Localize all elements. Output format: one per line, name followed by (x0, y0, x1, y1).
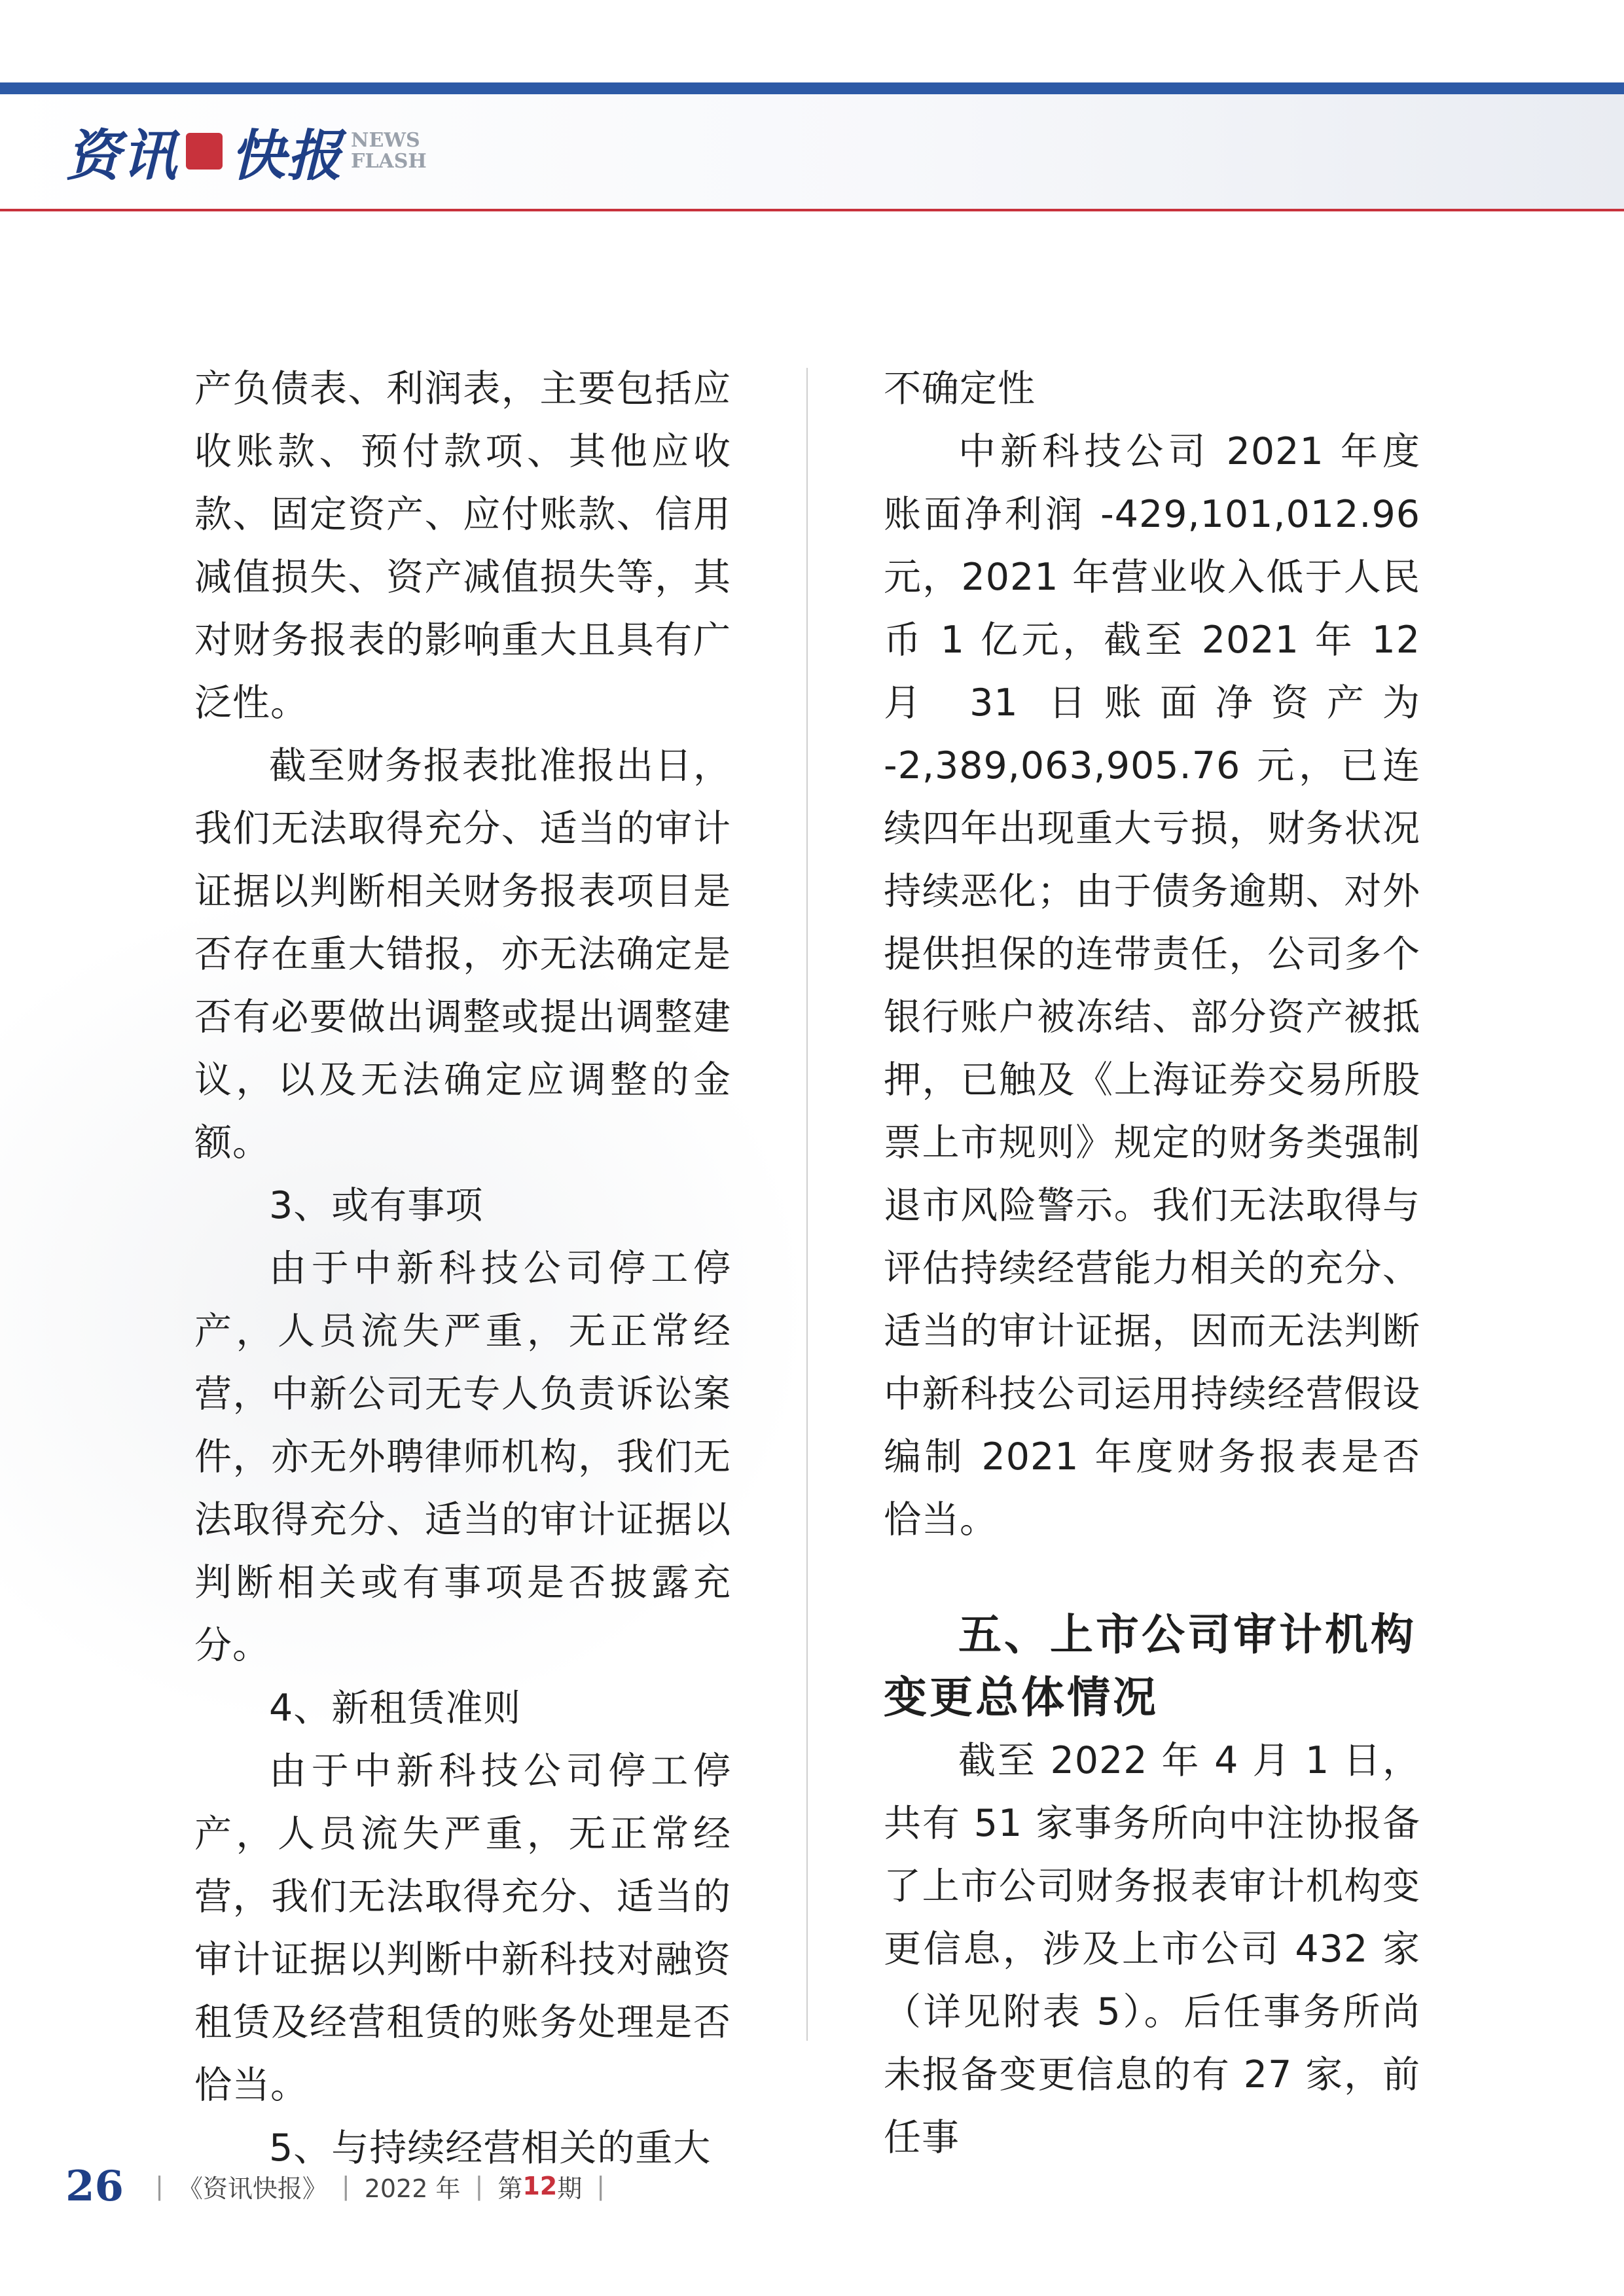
brand-english (351, 130, 427, 172)
footer-separator: | (596, 2172, 605, 2200)
subheading: 4、新租赁准则 (269, 1687, 522, 1730)
footer-separator: | (155, 2172, 164, 2200)
issue-suffix: 期 (557, 2174, 583, 2203)
subheading: 3、或有事项 (269, 1184, 484, 1227)
header-top-bar (0, 82, 1624, 94)
paragraph: 中新科技公司 2021 年度账面净利润 -429,101,012.96 元，2021 年营业收入低于人民币 1 亿元，截至 2021 年 12 月 31 日账面净资产为 -2,389,063,905.76 元，已连续四年出现重大亏损，财务状况持续恶化；由于债务逾期、对外提供担保的连带责任，公司多个银行账户被冻结、部分资产被抵押，已触及《上海证券交易所股票上市规则》规定的财务类强制退市风险警示。我们无法取得与评估持续经营能力相关的充分、适当的审计证据，因而无法判断中新科技公司运用持续经营假设编制 2021 年度财务报表是否恰当。 (884, 430, 1420, 1541)
paragraph: 不确定性 (884, 367, 1036, 410)
page-number: 26 (65, 2161, 124, 2211)
header-rule (0, 209, 1624, 211)
brand-logo (65, 115, 427, 187)
brand-title-part1: 资讯 (65, 122, 179, 188)
seal-icon (186, 133, 223, 170)
brand-english-line2: FLASH (351, 150, 427, 173)
subheading: 5、与持续经营相关的重大 (269, 2126, 712, 2170)
column-divider (806, 368, 808, 2041)
paragraph: 由于中新科技公司停工停产，人员流失严重，无正常经营，中新公司无专人负责诉讼案件，亦无外聘律师机构，我们无法取得充分、适当的审计证据以判断相关或有事项是否披露充分。 (194, 1247, 731, 1667)
section-heading: 五、上市公司审计机构变更总体情况 (884, 1609, 1416, 1723)
right-column (884, 357, 1420, 2169)
paragraph: 由于中新科技公司停工停产，人员流失严重，无正常经营，我们无法取得充分、适当的审计证据以判断中新科技对融资租赁及经营租赁的账务处理是否恰当。 (194, 1749, 731, 2107)
paragraph: 截至 2022 年 4 月 1 日，共有 51 家事务所向中注协报备了上市公司财务报表审计机构变更信息，涉及上市公司 432 家（详见附表 5）。后任事务所尚未报备变更信息的有 27 家，前任事 (884, 1739, 1420, 2159)
footer-separator: | (475, 2172, 484, 2200)
brand-title-part2: 快报 (230, 122, 344, 188)
brand-english-line1: NEWS (351, 129, 420, 152)
paragraph: 产负债表、利润表，主要包括应收账款、预付款项、其他应收款、固定资产、应付账款、信用减值损失、资产减值损失等，其对财务报表的影响重大且具有广泛性。 (194, 367, 731, 725)
page-footer (65, 2160, 619, 2212)
paragraph: 截至财务报表批准报出日，我们无法取得充分、适当的审计证据以判断相关财务报表项目是否存在重大错报，亦无法确定是否有必要做出调整或提出调整建议，以及无法确定应调整的金额。 (194, 744, 731, 1164)
issue-prefix: 第 (497, 2174, 523, 2203)
publication-name: 《资讯快报》 (177, 2174, 327, 2203)
footer-separator: | (341, 2172, 350, 2200)
publication-year: 2022 年 (364, 2174, 461, 2203)
left-column (194, 357, 731, 2179)
issue-number: 12 (522, 2172, 558, 2200)
